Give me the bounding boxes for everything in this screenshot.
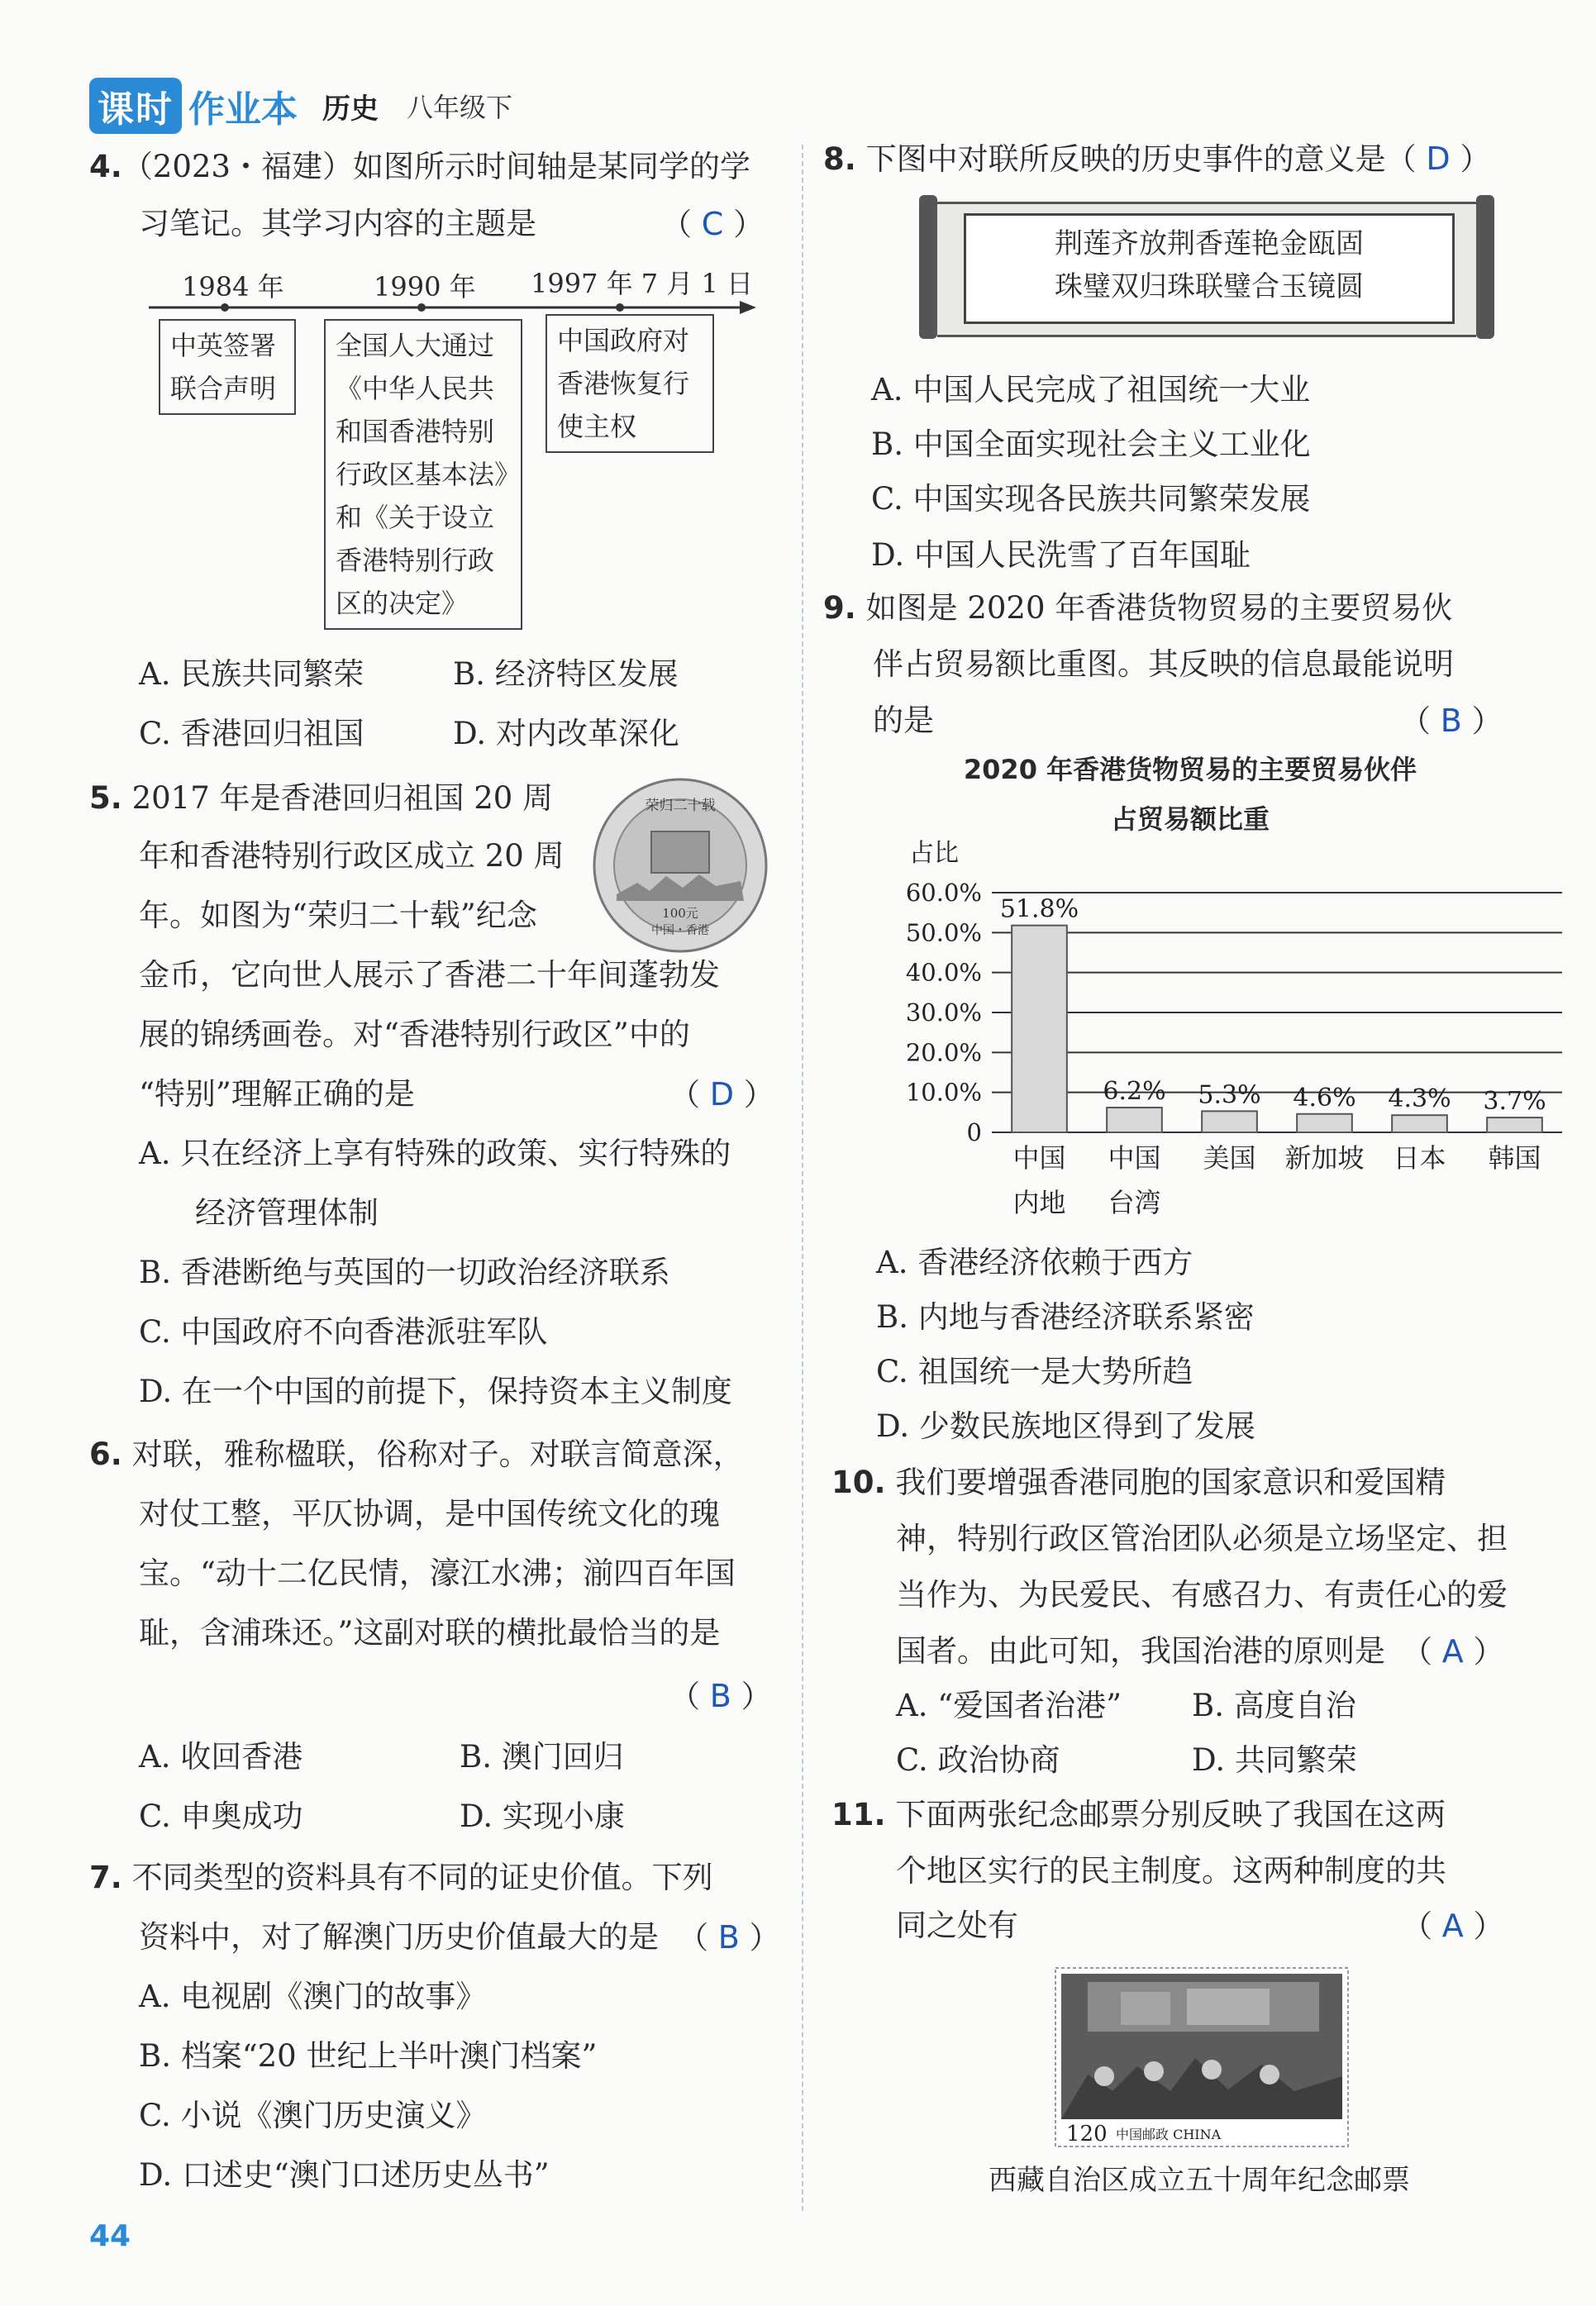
q5-stem-4: 金币，它向世人展示了香港二十年间蓬勃发 bbox=[139, 957, 720, 993]
bar-value-label: 5.3% bbox=[1198, 1080, 1261, 1110]
q9-option-a: A. 香港经济依赖于西方 bbox=[876, 1245, 1193, 1280]
x-tick-label: 中国 bbox=[1012, 1142, 1066, 1174]
q7-answer-paren: （ B ） bbox=[678, 1919, 780, 1956]
coin-image bbox=[592, 777, 769, 954]
q7-answer: B bbox=[717, 1919, 740, 1956]
bar-chart bbox=[868, 835, 1579, 1248]
q6-option-a: A. 收回香港 bbox=[139, 1739, 303, 1775]
q6-answer: B bbox=[709, 1678, 731, 1714]
q9-stem-1: 如图是 2020 年香港货物贸易的主要贸易伙 bbox=[865, 590, 1453, 626]
x-tick-label: 台湾 bbox=[1108, 1187, 1161, 1218]
logo-text: 作业本 bbox=[188, 88, 298, 131]
logo-box: 课时 bbox=[89, 78, 182, 134]
q5-answer: D bbox=[709, 1076, 735, 1113]
q10-number: 10. bbox=[831, 1465, 886, 1500]
subject-label: 历史 bbox=[322, 92, 379, 126]
q10-option-b: B. 高度自治 bbox=[1192, 1688, 1356, 1723]
bar bbox=[1487, 1117, 1542, 1132]
tl-box2-line: 和国香港特别 bbox=[336, 416, 495, 447]
bar-value-label: 4.6% bbox=[1293, 1083, 1356, 1113]
tl-box2-line: 行政区基本法》 bbox=[336, 459, 522, 490]
q8-option-d: D. 中国人民洗雪了百年国耻 bbox=[871, 537, 1251, 573]
timeline-year-3: 1997 年 7 月 1 日 bbox=[531, 268, 754, 299]
q7-option-b: B. 档案“20 世纪上半叶澳门档案” bbox=[139, 2038, 598, 2074]
q8-option-b: B. 中国全面实现社会主义工业化 bbox=[871, 426, 1311, 462]
q11-number: 11. bbox=[831, 1797, 886, 1832]
header bbox=[89, 81, 512, 131]
q7-stem-1: 不同类型的资料具有不同的证史价值。下列 bbox=[131, 1860, 713, 1895]
q5-number: 5. bbox=[89, 780, 122, 816]
q7-number: 7. bbox=[89, 1860, 122, 1895]
q5-stem-3: 年。如图为“荣归二十载”纪念 bbox=[139, 898, 537, 933]
q5-stem-1: 2017 年是香港回归祖国 20 周 bbox=[131, 780, 554, 816]
bar bbox=[1202, 1111, 1257, 1132]
tl-box2-line: 全国人大通过 bbox=[336, 330, 495, 361]
q6-number: 6. bbox=[89, 1436, 122, 1472]
coin-top-text: 荣归二十载 bbox=[645, 798, 716, 814]
q8-stem: 下图中对联所反映的历史事件的意义是 bbox=[865, 141, 1386, 177]
grade-label: 八年级下 bbox=[407, 92, 513, 123]
q8-number: 8. bbox=[823, 141, 856, 177]
q9-answer: B bbox=[1440, 703, 1462, 739]
q9-option-c: C. 祖国统一是大势所趋 bbox=[876, 1354, 1193, 1389]
y-tick-label: 20.0% bbox=[905, 1038, 982, 1067]
x-tick-label: 韩国 bbox=[1488, 1142, 1541, 1174]
q5-option-c: C. 中国政府不向香港派驻军队 bbox=[139, 1314, 548, 1350]
x-tick-label: 美国 bbox=[1203, 1142, 1256, 1174]
q5-answer-paren: （ D ） bbox=[669, 1076, 774, 1113]
q5-stem-2: 年和香港特别行政区成立 20 周 bbox=[139, 838, 565, 874]
q4-option-b: B. 经济特区发展 bbox=[453, 656, 679, 692]
scroll-rod-right bbox=[1476, 195, 1494, 339]
q7-option-a: A. 电视剧《澳门的故事》 bbox=[139, 1979, 487, 2014]
q5-stem-6: “特别”理解正确的是 bbox=[139, 1076, 415, 1112]
chart-subtitle: 占贸易额比重 bbox=[1110, 803, 1270, 835]
bar bbox=[1392, 1115, 1447, 1132]
x-tick-label: 内地 bbox=[1012, 1187, 1066, 1218]
stamp-brand: 中国邮政 CHINA bbox=[1116, 2127, 1222, 2142]
q11-answer: A bbox=[1441, 1908, 1464, 1944]
q9-option-b: B. 内地与香港经济联系紧密 bbox=[876, 1299, 1255, 1335]
timeline-dot-3 bbox=[616, 303, 624, 312]
q7-line-1 bbox=[89, 1856, 713, 1899]
tl-box1-line: 中英签署 bbox=[170, 330, 277, 361]
y-tick-label: 30.0% bbox=[905, 998, 982, 1027]
q6-answer-paren: （ B ） bbox=[669, 1678, 772, 1714]
tl-box2-line: 香港特别行政 bbox=[336, 545, 495, 576]
q4-stem-1: （2023・福建）如图所示时间轴是某同学的学 bbox=[121, 149, 750, 184]
q6-stem-4: 耻，含浦珠还。”这副对联的横批最恰当的是 bbox=[139, 1615, 721, 1651]
q7-stem-2: 资料中，对了解澳门历史价值最大的是 bbox=[139, 1919, 659, 1955]
chart-title: 2020 年香港货物贸易的主要贸易伙伴 bbox=[963, 754, 1417, 785]
q4-line-1 bbox=[89, 145, 750, 188]
q8-answer: D bbox=[1426, 141, 1451, 177]
q6-stem-2: 对仗工整，平仄协调，是中国传统文化的瑰 bbox=[139, 1496, 720, 1532]
timeline-box-2 bbox=[324, 319, 522, 630]
couplet-panel bbox=[964, 213, 1455, 324]
tl-box1-line: 联合声明 bbox=[170, 373, 277, 404]
tl-box2-line: 《中华人民共 bbox=[336, 373, 495, 404]
x-tick-label: 新加坡 bbox=[1284, 1142, 1365, 1174]
q5-stem-5: 展的锦绣画卷。对“香港特别行政区”中的 bbox=[139, 1017, 690, 1052]
timeline-year-2: 1990 年 bbox=[374, 271, 476, 303]
q10-line-1 bbox=[831, 1461, 1446, 1504]
stamp-caption: 西藏自治区成立五十周年纪念邮票 bbox=[989, 2164, 1410, 2197]
q9-line-1 bbox=[823, 587, 1452, 630]
q10-option-c: C. 政治协商 bbox=[896, 1742, 1060, 1778]
q8-option-a: A. 中国人民完成了祖国统一大业 bbox=[871, 372, 1311, 407]
tl-box3-line: 使主权 bbox=[557, 411, 637, 442]
q11-stem-1: 下面两张纪念邮票分别反映了我国在这两 bbox=[895, 1797, 1446, 1832]
q6-stem-3: 宝。“动十二亿民情，濠江水沸；湔四百年国 bbox=[139, 1556, 736, 1591]
q9-stem-3: 的是 bbox=[873, 703, 934, 738]
q8-line-1: 8. 下图中对联所反映的历史事件的意义是（ D ） bbox=[823, 141, 1491, 177]
bar-value-label: 51.8% bbox=[999, 894, 1079, 924]
couplet-line-2: 珠璧双归珠联璧合玉镜圆 bbox=[1055, 270, 1364, 303]
q9-option-d: D. 少数民族地区得到了发展 bbox=[876, 1408, 1255, 1444]
y-tick-label: 10.0% bbox=[905, 1078, 982, 1107]
y-axis-label: 占比 bbox=[909, 839, 959, 868]
tl-box2-line: 和《关于设立 bbox=[336, 502, 495, 533]
timeline-year-1: 1984 年 bbox=[182, 271, 284, 303]
q4-number: 4. bbox=[89, 149, 122, 184]
q6-option-b: B. 澳门回归 bbox=[460, 1739, 624, 1775]
q10-stem-4: 国者。由此可知，我国治港的原则是 bbox=[896, 1633, 1385, 1669]
q11-stem-2: 个地区实行的民主制度。这两种制度的共 bbox=[896, 1853, 1446, 1889]
q7-option-c: C. 小说《澳门历史演义》 bbox=[139, 2098, 487, 2133]
bar-value-label: 4.3% bbox=[1388, 1084, 1451, 1114]
scroll-rod-left bbox=[919, 195, 937, 339]
bar bbox=[1297, 1114, 1352, 1132]
tl-box3-line: 香港恢复行 bbox=[557, 368, 690, 399]
q5-option-a-cont: 经济管理体制 bbox=[195, 1195, 379, 1231]
x-tick-label: 中国 bbox=[1108, 1142, 1161, 1174]
q9-answer-paren: （ B ） bbox=[1400, 703, 1503, 739]
q4-option-a: A. 民族共同繁荣 bbox=[139, 656, 364, 692]
q8-option-c: C. 中国实现各民族共同繁荣发展 bbox=[871, 481, 1311, 517]
coin-value-text: 100元 bbox=[662, 906, 698, 921]
q10-answer: A bbox=[1441, 1633, 1464, 1670]
timeline-box-3 bbox=[545, 314, 714, 453]
stamp-value: 120 bbox=[1066, 2122, 1108, 2146]
q11-line-1 bbox=[831, 1794, 1446, 1837]
q10-option-d: D. 共同繁荣 bbox=[1192, 1742, 1357, 1778]
column-divider bbox=[802, 145, 803, 2211]
x-tick-label: 日本 bbox=[1393, 1142, 1446, 1174]
q10-stem-1: 我们要增强香港同胞的国家意识和爱国精 bbox=[895, 1465, 1446, 1500]
q7-option-d: D. 口述史“澳门口述历史丛书” bbox=[139, 2157, 550, 2193]
q6-option-c: C. 申奥成功 bbox=[139, 1799, 303, 1834]
q6-option-d: D. 实现小康 bbox=[460, 1799, 625, 1834]
stamp-image bbox=[1055, 1967, 1349, 2147]
bar bbox=[1012, 926, 1067, 1132]
q10-answer-paren: （ A ） bbox=[1402, 1633, 1504, 1670]
timeline-dot-2 bbox=[417, 303, 426, 312]
q5-option-b: B. 香港断绝与英国的一切政治经济联系 bbox=[139, 1255, 670, 1290]
q11-stem-3: 同之处有 bbox=[896, 1908, 1018, 1943]
y-tick-label: 0 bbox=[966, 1118, 982, 1146]
q9-stem-2: 伴占贸易额比重图。其反映的信息最能说明 bbox=[873, 646, 1454, 682]
y-tick-label: 40.0% bbox=[905, 958, 982, 987]
bar-value-label: 6.2% bbox=[1103, 1077, 1166, 1107]
y-tick-label: 50.0% bbox=[905, 918, 982, 947]
bar bbox=[1107, 1108, 1162, 1132]
q4-answer-paren: （ C ） bbox=[661, 206, 765, 242]
q10-option-a: A. “爱国者治港” bbox=[896, 1688, 1122, 1723]
bar-value-label: 3.7% bbox=[1483, 1087, 1546, 1117]
q6-line-1 bbox=[89, 1433, 744, 1476]
q4-answer: C bbox=[701, 206, 724, 242]
q4-option-c: C. 香港回归祖国 bbox=[139, 716, 364, 751]
q10-stem-2: 神，特别行政区管治团队必须是立场坚定、担 bbox=[896, 1521, 1508, 1556]
couplet-line-1: 荆莲齐放荆香莲艳金瓯固 bbox=[1055, 227, 1364, 260]
y-tick-label: 60.0% bbox=[905, 879, 982, 907]
q10-stem-3: 当作为、为民爱民、有感召力、有责任心的爱 bbox=[896, 1577, 1508, 1613]
q4-stem-2: 习笔记。其学习内容的主题是 bbox=[139, 206, 536, 241]
page-number: 44 bbox=[89, 2219, 131, 2253]
q5-option-a: A. 只在经济上享有特殊的政策、实行特殊的 bbox=[139, 1136, 731, 1171]
timeline-box-1 bbox=[159, 319, 296, 415]
q9-number: 9. bbox=[823, 590, 856, 626]
coin-bottom-text: 中国・香港 bbox=[651, 924, 709, 937]
tl-box3-line: 中国政府对 bbox=[557, 325, 690, 356]
q11-answer-paren: （ A ） bbox=[1402, 1908, 1504, 1944]
timeline-dot-1 bbox=[221, 303, 229, 312]
q5-option-d: D. 在一个中国的前提下，保持资本主义制度 bbox=[139, 1374, 732, 1409]
q6-stem-1: 对联，雅称楹联，俗称对子。对联言简意深， bbox=[131, 1436, 744, 1472]
q4-option-d: D. 对内改革深化 bbox=[453, 716, 679, 751]
q5-line-1 bbox=[89, 777, 553, 820]
tl-box2-line: 区的决定》 bbox=[336, 588, 469, 619]
